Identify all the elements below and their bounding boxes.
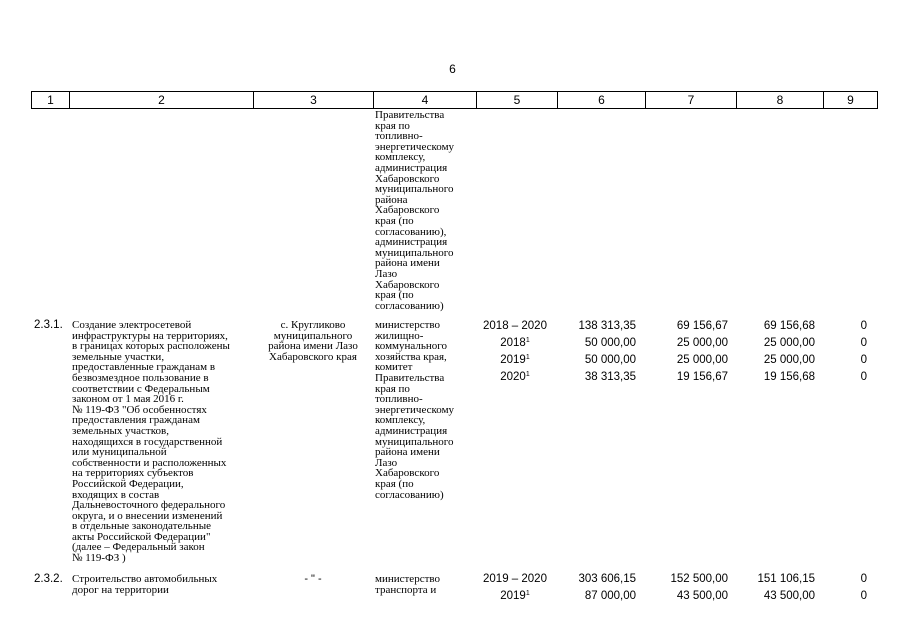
col-header-8: 8 (737, 92, 824, 109)
row-number: 2.3.1. (34, 319, 63, 331)
col-header-6: 6 (558, 92, 646, 109)
table-header (31, 91, 878, 109)
location: - " - (304, 573, 322, 585)
other-amount: 0 (860, 337, 867, 349)
col-header-1: 1 (32, 92, 70, 109)
federal-amount: 152 500,00 (670, 573, 728, 585)
federal-amount: 25 000,00 (676, 337, 728, 349)
measure-name: Строительство автомобильных дорог на территории (72, 573, 218, 596)
total-amount: 38 313,35 (584, 371, 636, 383)
period: 2018$^1$ (500, 337, 530, 349)
regional-amount: 25 000,00 (763, 337, 815, 349)
other-amount: 0 (860, 320, 867, 332)
other-amount: 0 (860, 354, 867, 366)
period: 2020$^1$ (500, 371, 530, 383)
total-amount: 50 000,00 (584, 354, 636, 366)
location: с. Кругликово муниципального района имени Лазо Хабаровского края (268, 319, 358, 363)
col-header-3: 3 (254, 92, 374, 109)
page-number: 6 (449, 62, 456, 76)
total-amount: 50 000,00 (584, 337, 636, 349)
regional-amount: 19 156,68 (763, 371, 815, 383)
col-header-2: 2 (70, 92, 254, 109)
total-amount: 303 606,15 (578, 573, 636, 585)
regional-amount: 151 106,15 (757, 573, 815, 585)
col-header-7: 7 (646, 92, 737, 109)
period: 2018 – 2020 (483, 320, 547, 332)
regional-amount: 69 156,68 (763, 320, 815, 332)
federal-amount: 25 000,00 (676, 354, 728, 366)
period: 2019$^1$ (500, 354, 530, 366)
measure-name: Создание электросетевой инфраструктуры на территориях, в границах которых расположены земельные участки, предоставленные гражданам в безвозмездное пользование в соответствии с Федеральным законом от 1 мая 2016 г. № 119-ФЗ "Об особенностях предоставления гражданам земельных участков, находящихся в государственной или муниципальной собственности и расположенных на территориях субъектов Российской Федерации, входящих в состав Дальневосточного федерального округа, и о внесении изменений в отдельные законодательные акты Российской Федерации" (далее – Федеральный закон № 119-ФЗ ) (72, 319, 230, 565)
continued-executor: Правительства края по топливно- энергетическому комплексу, администрация Хабаровского муниципального района Хабаровского края (по согласованию), администрация муниципального района имени Лазо Хабаровского края (по согласованию) (375, 109, 455, 312)
row-number: 2.3.2. (34, 573, 63, 585)
total-amount: 138 313,35 (578, 320, 636, 332)
total-amount: 87 000,00 (584, 590, 636, 602)
col-header-4: 4 (374, 92, 477, 109)
regional-amount: 25 000,00 (763, 354, 815, 366)
period: 2019$^1$ (500, 590, 530, 602)
executor: министерство жилищно- коммунального хозяйства края, комитет Правительства края по топливно- энергетическому комплексу, администрация муниципального района имени Лазо Хабаровского края (по согласованию) (375, 319, 455, 501)
col-header-5: 5 (477, 92, 558, 109)
other-amount: 0 (860, 590, 867, 602)
other-amount: 0 (860, 371, 867, 383)
other-amount: 0 (860, 573, 867, 585)
federal-amount: 69 156,67 (676, 320, 728, 332)
period: 2019 – 2020 (483, 573, 547, 585)
federal-amount: 43 500,00 (676, 590, 728, 602)
regional-amount: 43 500,00 (763, 590, 815, 602)
federal-amount: 19 156,67 (676, 371, 728, 383)
executor: министерство транспорта и (375, 573, 441, 596)
col-header-9: 9 (824, 92, 878, 109)
